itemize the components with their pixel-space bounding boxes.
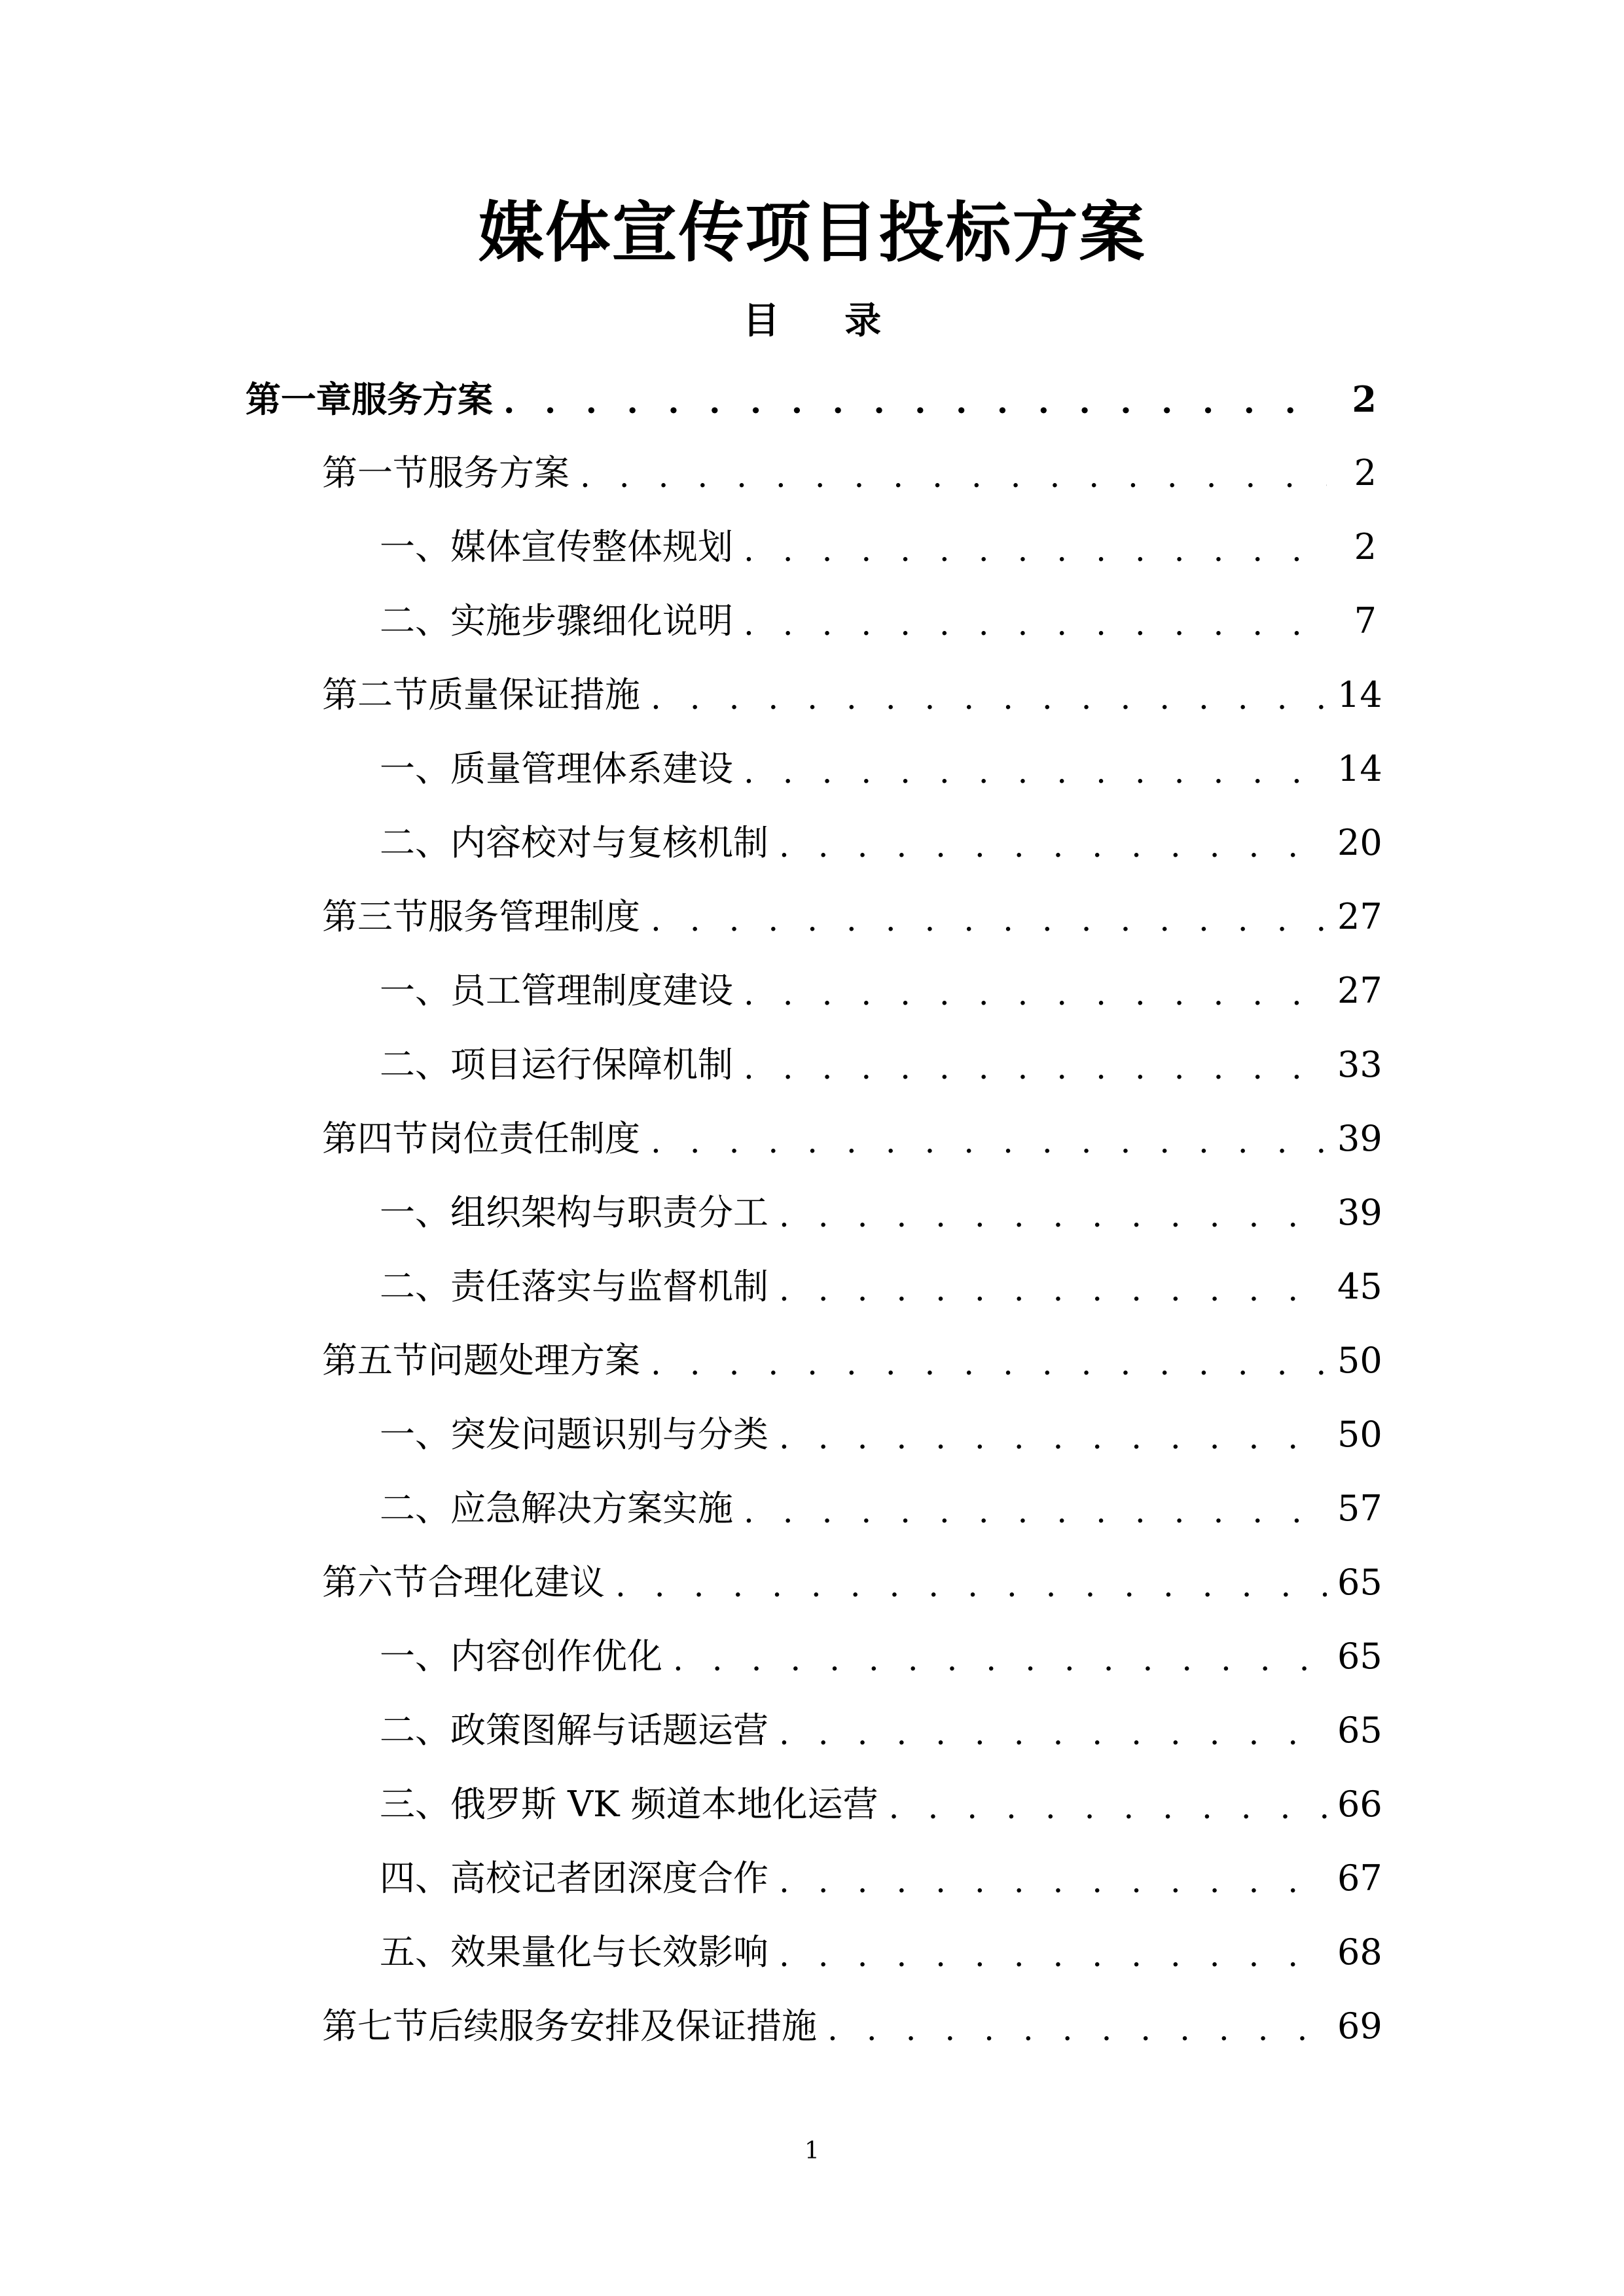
toc-entry-label: 质量保证措施 — [428, 674, 640, 715]
toc-entry-page: 68 — [1337, 1931, 1382, 1973]
toc-entry-label: 政策图解与话题运营 — [450, 1710, 768, 1751]
toc-entry-item[interactable] — [380, 1846, 1382, 1911]
toc-entry-chapter-1[interactable] — [245, 367, 1377, 432]
toc-entry-number: 第一章 — [245, 378, 352, 420]
toc-entry-label: 质量管理体系建设 — [450, 748, 733, 789]
toc-entry-page: 2 — [1354, 452, 1377, 493]
toc-dot-leader — [779, 1710, 1327, 1756]
toc-entry-number: 五、 — [380, 1931, 450, 1973]
toc-entry-section-3[interactable] — [322, 884, 1382, 950]
toc-entry-label: 实施步骤细化说明 — [450, 600, 733, 641]
toc-entry-page: 65 — [1337, 1562, 1382, 1603]
toc-entry-page: 27 — [1337, 896, 1382, 937]
toc-dot-leader — [779, 1858, 1327, 1904]
toc-dot-leader — [779, 1266, 1327, 1312]
toc-entry-item[interactable] — [380, 514, 1377, 580]
toc-entry-label: 组织架构与职责分工 — [450, 1192, 768, 1233]
toc-entry-page: 39 — [1337, 1118, 1382, 1159]
toc-entry-item[interactable] — [380, 1772, 1382, 1837]
toc-entry-page: 57 — [1337, 1488, 1382, 1529]
toc-entry-label: 项目运行保障机制 — [450, 1044, 733, 1085]
toc-entry-label: 员工管理制度建设 — [450, 970, 733, 1011]
toc-entry-label: 岗位责任制度 — [428, 1118, 640, 1159]
toc-entry-label: 后续服务安排及保证措施 — [428, 2005, 817, 2047]
toc-dot-leader — [779, 1414, 1327, 1460]
toc-dot-leader — [779, 1932, 1327, 1978]
toc-entry-page: 20 — [1337, 822, 1382, 863]
toc-entry-number: 二、 — [380, 1044, 450, 1085]
toc-entry-number: 四、 — [380, 1857, 450, 1899]
toc-entry-label: 问题处理方案 — [428, 1340, 640, 1381]
toc-entry-number: 一、 — [380, 970, 450, 1011]
toc-entry-page: 33 — [1337, 1044, 1382, 1085]
toc-entry-page: 2 — [1354, 526, 1377, 567]
toc-entry-item[interactable] — [380, 1180, 1382, 1246]
toc-dot-leader — [779, 1193, 1327, 1238]
toc-entry-number: 一、 — [380, 526, 450, 567]
toc-dot-leader — [503, 379, 1327, 425]
toc-entry-number: 第二节 — [322, 674, 428, 715]
toc-dot-leader — [651, 1340, 1327, 1386]
toc-entry-section-5[interactable] — [322, 1328, 1382, 1393]
toc-dot-leader — [651, 675, 1327, 721]
toc-entry-number: 第四节 — [322, 1118, 428, 1159]
toc-entry-label: 高校记者团深度合作 — [450, 1857, 768, 1899]
toc-entry-page: 65 — [1337, 1636, 1382, 1677]
toc-entry-page: 2 — [1352, 378, 1377, 420]
toc-entry-page: 50 — [1337, 1340, 1382, 1381]
toc-entry-number: 二、 — [380, 822, 450, 863]
toc-entry-section-1[interactable] — [322, 440, 1377, 506]
toc-dot-leader — [779, 823, 1327, 869]
toc-entry-number: 一、 — [380, 1636, 450, 1677]
toc-entry-number: 二、 — [380, 600, 450, 641]
toc-entry-item[interactable] — [380, 1476, 1382, 1541]
toc-dot-leader — [744, 749, 1327, 795]
toc-entry-label: 媒体宣传整体规划 — [450, 526, 733, 567]
toc-entry-label: 应急解决方案实施 — [450, 1488, 733, 1529]
toc-entry-page: 65 — [1337, 1710, 1382, 1751]
toc-entry-item[interactable] — [380, 1920, 1382, 1985]
toc-dot-leader — [673, 1636, 1327, 1682]
toc-entry-number: 第五节 — [322, 1340, 428, 1381]
toc-entry-page: 27 — [1337, 970, 1382, 1011]
toc-entry-item[interactable] — [380, 1254, 1382, 1319]
toc-entry-page: 67 — [1337, 1857, 1382, 1899]
toc-entry-label: 内容校对与复核机制 — [450, 822, 768, 863]
toc-entry-number: 第六节 — [322, 1562, 428, 1603]
toc-entry-number: 三、 — [380, 1784, 450, 1825]
toc-entry-number: 一、 — [380, 1414, 450, 1455]
toc-entry-label: 责任落实与监督机制 — [450, 1266, 768, 1307]
toc-entry-number: 二、 — [380, 1488, 450, 1529]
toc-dot-leader — [615, 1562, 1327, 1608]
toc-entry-number: 一、 — [380, 748, 450, 789]
page-number: 1 — [804, 2138, 820, 2164]
toc-entry-number: 二、 — [380, 1710, 450, 1751]
toc-dot-leader — [744, 1045, 1327, 1090]
toc-entry-section-4[interactable] — [322, 1106, 1382, 1172]
toc-entry-page: 14 — [1337, 748, 1382, 789]
toc-entry-number: 第七节 — [322, 2005, 428, 2047]
toc-dot-leader — [827, 2006, 1327, 2052]
toc-entry-label: 内容创作优化 — [450, 1636, 662, 1677]
toc-entry-item[interactable] — [380, 1698, 1382, 1763]
toc-entry-number: 一、 — [380, 1192, 450, 1233]
toc-entry-page: 45 — [1337, 1266, 1382, 1307]
toc-dot-leader — [744, 601, 1327, 647]
toc-entry-item[interactable] — [380, 1032, 1382, 1098]
toc-entry-section-6[interactable] — [322, 1550, 1382, 1615]
toc-entry-item[interactable] — [380, 1624, 1382, 1689]
toc-entry-number: 二、 — [380, 1266, 450, 1307]
toc-dot-leader — [744, 1488, 1327, 1534]
toc-entry-item[interactable] — [380, 958, 1382, 1024]
toc-entry-page: 66 — [1337, 1784, 1382, 1825]
toc-entry-number: 第三节 — [322, 896, 428, 937]
document-title: 媒体宣传项目投标方案 — [478, 194, 1146, 271]
toc-entry-page: 50 — [1337, 1414, 1382, 1455]
toc-entry-label: 服务方案 — [352, 378, 493, 420]
toc-entry-item[interactable] — [380, 736, 1382, 802]
toc-dot-leader — [651, 1119, 1327, 1164]
toc-entry-label: 俄罗斯 VK 频道本地化运营 — [450, 1784, 878, 1825]
toc-entry-label: 合理化建议 — [428, 1562, 605, 1603]
toc-entry-label: 突发问题识别与分类 — [450, 1414, 768, 1455]
toc-entry-section-7[interactable] — [322, 1994, 1382, 2059]
toc-entry-page: 7 — [1354, 600, 1377, 641]
toc-dot-leader — [889, 1784, 1327, 1830]
toc-entry-item[interactable] — [380, 810, 1382, 876]
toc-entry-label: 服务方案 — [428, 452, 569, 493]
toc-entry-section-2[interactable] — [322, 662, 1382, 728]
toc-entry-label: 服务管理制度 — [428, 896, 640, 937]
toc-entry-number: 第一节 — [322, 452, 428, 493]
toc-heading: 目 录 — [742, 299, 908, 342]
toc-dot-leader — [744, 527, 1327, 573]
toc-entry-label: 效果量化与长效影响 — [450, 1931, 768, 1973]
toc-entry-page: 39 — [1337, 1192, 1382, 1233]
toc-dot-leader — [651, 897, 1327, 942]
toc-dot-leader — [580, 453, 1327, 499]
toc-entry-page: 14 — [1337, 674, 1382, 715]
toc-entry-item[interactable] — [380, 588, 1377, 654]
toc-entry-item[interactable] — [380, 1402, 1382, 1467]
toc-entry-page: 69 — [1337, 2005, 1382, 2047]
toc-dot-leader — [744, 971, 1327, 1016]
